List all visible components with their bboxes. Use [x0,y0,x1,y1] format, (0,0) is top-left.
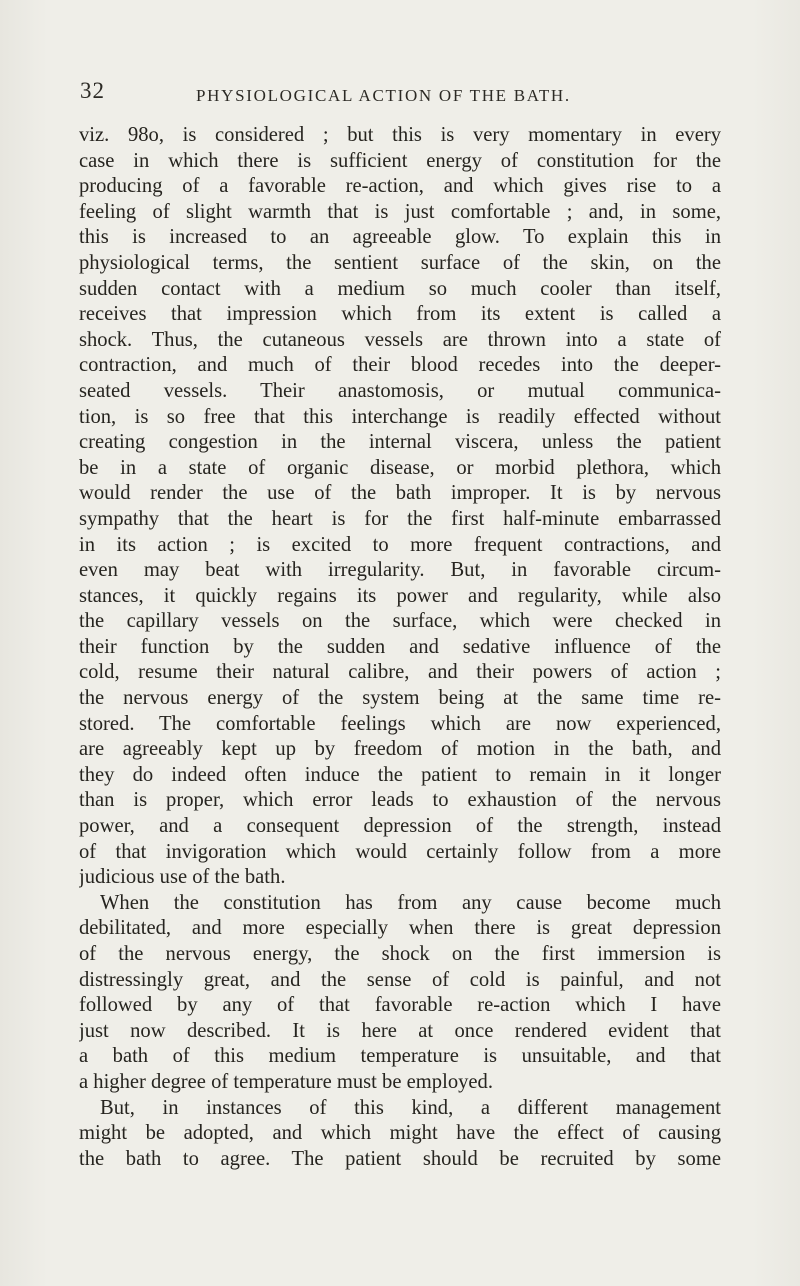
text-line: stored. The comfortable feelings which are now experienced, [79,712,721,735]
text-line: than is proper, which error leads to exhaustion of the nervous [79,789,721,812]
paragraph-3 [79,1096,721,1173]
text-line: shock. Thus, the cutaneous vessels are thrown into a state of [79,328,721,351]
text-line: be in a state of organic disease, or morbid plethora, which [79,456,721,479]
text-line: followed by any of that favorable re-action which I have [79,994,721,1017]
text-line: contraction, and much of their blood recedes into the deeper- [79,354,721,377]
text-line: in its action ; is excited to more frequent contractions, and [79,533,721,556]
text-line: even may beat with irregularity. But, in favorable circum- [79,559,721,582]
body-text [79,123,721,1172]
text-line: are agreeably kept up by freedom of motion in the bath, and [79,738,721,761]
text-line: sympathy that the heart is for the first half-minute embarrassed [79,507,721,530]
text-line: physiological terms, the sentient surface of the skin, on the [79,251,721,274]
text-line: would render the use of the bath improper. It is by nervous [79,482,721,505]
text-line: this is increased to an agreeable glow. To explain this in [79,226,721,249]
text-line: viz. 98o, is considered ; but this is very momentary in every [79,124,721,146]
text-line: the capillary vessels on the surface, which were checked in [79,610,721,633]
text-line: cold, resume their natural calibre, and their powers of action ; [79,661,721,684]
text-line: receives that impression which from its extent is called a [79,303,721,326]
page-number: 32 [80,78,105,103]
text-line: the nervous energy of the system being at the same time re- [79,687,721,710]
text-line: of the nervous energy, the shock on the first immersion is [79,943,721,965]
text-line: creating congestion in the internal viscera, unless the patient [79,431,721,454]
paragraph-2 [79,891,721,1096]
text-line: debilitated, and more especially when there is great depression [79,917,721,940]
running-head: PHYSIOLOGICAL ACTION OF THE BATH. [196,86,571,105]
text-line: distressingly great, and the sense of cold is painful, and not [79,968,721,991]
text-line: producing of a favorable re-action, and which gives rise to a [79,175,721,198]
text-line: they do indeed often induce the patient to remain in it longer [79,763,721,786]
text-line: judicious use of the bath. [79,866,286,889]
text-line: their function by the sudden and sedative influence of the [79,635,721,658]
text-line: stances, it quickly regains its power and regularity, while also [79,584,721,607]
text-line: of that invigoration which would certainly follow from a more [79,840,721,863]
text-line: When the constitution has from any cause become much [100,891,721,914]
text-line: might be adopted, and which might have the effect of causing [79,1122,721,1145]
text-line: the bath to agree. The patient should be recruited by some [79,1147,721,1170]
text-line: case in which there is sufficient energy of constitution for the [79,149,721,172]
text-line: sudden contact with a medium so much cooler than itself, [79,277,721,300]
text-line: seated vessels. Their anastomosis, or mutual communica- [79,379,721,402]
text-line: tion, is so free that this interchange is readily effected without [79,405,721,428]
paragraph-1 [79,123,721,891]
text-line: just now described. It is here at once rendered evident that [79,1019,721,1042]
text-line: a higher degree of temperature must be employed. [79,1070,493,1093]
text-line: power, and a consequent depression of the strength, instead [79,815,721,838]
text-line: But, in instances of this kind, a different management [100,1096,721,1119]
text-line: a bath of this medium temperature is unsuitable, and that [79,1045,721,1068]
text-line: feeling of slight warmth that is just comfortable ; and, in some, [79,200,721,223]
